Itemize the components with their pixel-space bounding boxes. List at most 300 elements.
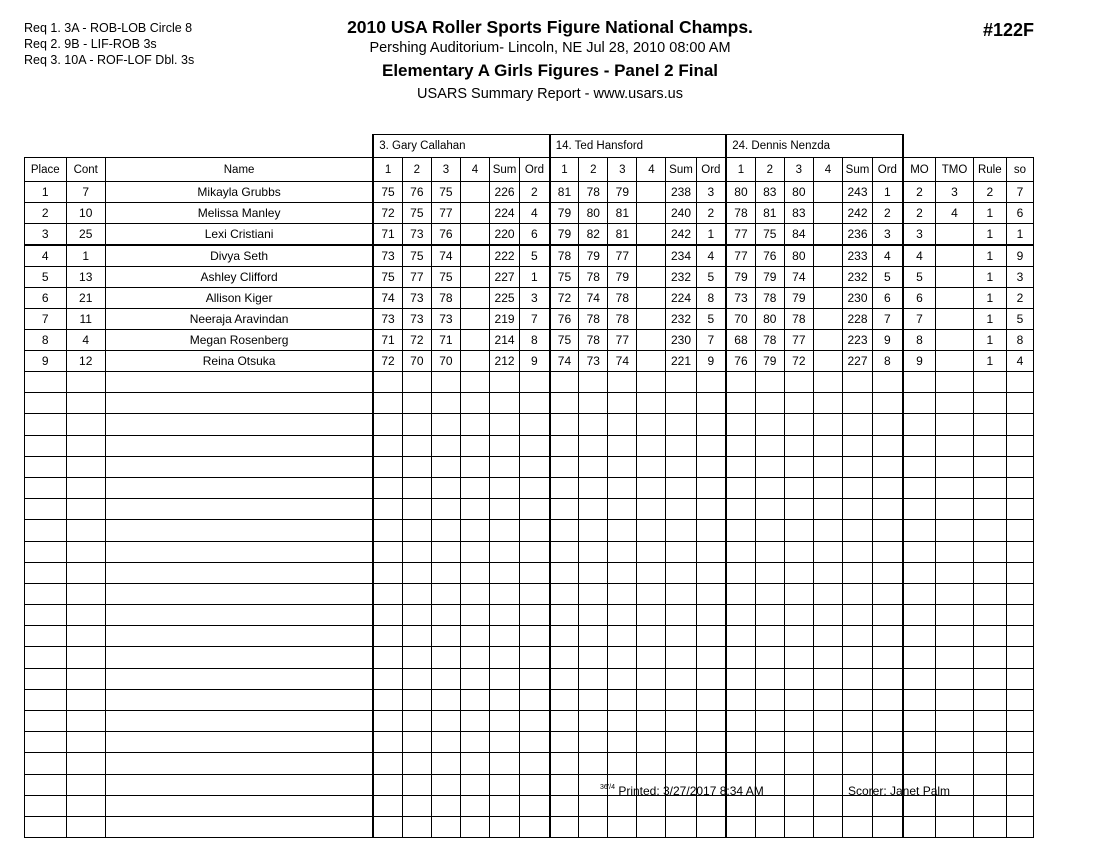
cell-mo: 6 bbox=[903, 288, 936, 309]
cell-mo: 3 bbox=[903, 224, 936, 246]
cell-mark-2-2: 78 bbox=[579, 330, 608, 351]
empty-cell bbox=[550, 816, 579, 837]
empty-cell bbox=[490, 689, 520, 710]
cell-tmo bbox=[936, 267, 973, 288]
header-mark-1-4: 4 bbox=[460, 158, 489, 182]
empty-cell bbox=[1006, 647, 1033, 668]
header-name: Name bbox=[105, 158, 373, 182]
cell-cont: 13 bbox=[66, 267, 105, 288]
empty-cell bbox=[755, 499, 784, 520]
cell-mark-3-1: 78 bbox=[726, 203, 755, 224]
cell-sum-2: 234 bbox=[666, 245, 696, 267]
empty-cell bbox=[696, 626, 726, 647]
cell-mark-2-3: 74 bbox=[608, 351, 637, 372]
empty-cell bbox=[936, 456, 973, 477]
cell-mark-3-4 bbox=[813, 288, 842, 309]
empty-cell bbox=[66, 689, 105, 710]
event-title: Elementary A Girls Figures - Panel 2 Final bbox=[381, 61, 718, 80]
empty-cell bbox=[490, 393, 520, 414]
empty-cell bbox=[520, 753, 550, 774]
empty-cell bbox=[520, 583, 550, 604]
empty-cell bbox=[520, 562, 550, 583]
cell-mark-2-2: 78 bbox=[579, 267, 608, 288]
empty-cell bbox=[873, 520, 903, 541]
cell-mark-3-1: 80 bbox=[726, 182, 755, 203]
empty-cell bbox=[696, 795, 726, 816]
cell-mark-1-2: 73 bbox=[402, 309, 431, 330]
empty-cell bbox=[726, 689, 755, 710]
empty-cell bbox=[373, 583, 402, 604]
cell-mark-3-1: 68 bbox=[726, 330, 755, 351]
cell-mo: 2 bbox=[903, 182, 936, 203]
empty-cell bbox=[696, 753, 726, 774]
empty-cell bbox=[66, 626, 105, 647]
empty-cell bbox=[550, 393, 579, 414]
empty-cell bbox=[460, 456, 489, 477]
empty-cell bbox=[25, 562, 67, 583]
empty-cell bbox=[813, 583, 842, 604]
empty-cell bbox=[637, 795, 666, 816]
empty-cell bbox=[1006, 668, 1033, 689]
empty-cell bbox=[755, 372, 784, 393]
empty-cell bbox=[696, 583, 726, 604]
empty-cell bbox=[842, 605, 872, 626]
cell-mark-2-1: 76 bbox=[550, 309, 579, 330]
empty-cell bbox=[402, 562, 431, 583]
table-row bbox=[25, 309, 1034, 330]
empty-cell bbox=[813, 562, 842, 583]
cell-ord-3: 8 bbox=[873, 351, 903, 372]
cell-name: Divya Seth bbox=[105, 245, 373, 267]
empty-cell bbox=[550, 626, 579, 647]
empty-cell bbox=[813, 647, 842, 668]
cell-mark-2-3: 81 bbox=[608, 203, 637, 224]
empty-cell bbox=[873, 605, 903, 626]
empty-cell bbox=[520, 541, 550, 562]
cell-tmo bbox=[936, 224, 973, 246]
cell-sum-2: 230 bbox=[666, 330, 696, 351]
empty-cell bbox=[755, 626, 784, 647]
empty-cell bbox=[550, 541, 579, 562]
cell-mark-2-1: 81 bbox=[550, 182, 579, 203]
empty-cell bbox=[520, 456, 550, 477]
header-mark-1-2: 2 bbox=[402, 158, 431, 182]
judge-banner-row bbox=[25, 135, 1034, 158]
cell-tmo bbox=[936, 309, 973, 330]
empty-cell bbox=[105, 711, 373, 732]
cell-sum-3: 223 bbox=[842, 330, 872, 351]
empty-cell bbox=[936, 626, 973, 647]
empty-cell bbox=[973, 647, 1006, 668]
empty-cell bbox=[490, 774, 520, 795]
judge-banner-spacer-right bbox=[903, 135, 1034, 158]
page-title: 2010 USA Roller Sports Figure National Champs. bbox=[347, 17, 753, 37]
cell-mark-3-3: 77 bbox=[784, 330, 813, 351]
cell-tmo bbox=[936, 245, 973, 267]
empty-cell bbox=[666, 499, 696, 520]
empty-cell bbox=[66, 499, 105, 520]
empty-cell bbox=[490, 562, 520, 583]
empty-cell bbox=[1006, 583, 1033, 604]
empty-cell bbox=[813, 477, 842, 498]
empty-cell bbox=[105, 435, 373, 456]
empty-cell bbox=[903, 753, 936, 774]
empty-cell bbox=[666, 541, 696, 562]
empty-cell bbox=[373, 647, 402, 668]
cell-mark-3-4 bbox=[813, 224, 842, 246]
judge-panel-2: 14. Ted Hansford bbox=[550, 135, 727, 158]
empty-cell bbox=[696, 435, 726, 456]
empty-cell bbox=[520, 711, 550, 732]
cell-mark-1-1: 72 bbox=[373, 351, 402, 372]
header-sum-2: Sum bbox=[666, 158, 696, 182]
empty-cell bbox=[66, 753, 105, 774]
empty-cell bbox=[936, 668, 973, 689]
empty-cell bbox=[105, 753, 373, 774]
empty-cell bbox=[973, 711, 1006, 732]
cell-mark-2-2: 79 bbox=[579, 245, 608, 267]
empty-cell bbox=[579, 414, 608, 435]
cell-sum-1: 226 bbox=[490, 182, 520, 203]
empty-cell bbox=[608, 477, 637, 498]
empty-cell bbox=[903, 435, 936, 456]
cell-mark-1-2: 70 bbox=[402, 351, 431, 372]
empty-cell bbox=[460, 605, 489, 626]
cell-rule: 1 bbox=[973, 330, 1006, 351]
empty-cell bbox=[873, 647, 903, 668]
empty-cell bbox=[25, 668, 67, 689]
cell-mark-1-3: 75 bbox=[431, 267, 460, 288]
empty-cell bbox=[755, 393, 784, 414]
table-empty-row bbox=[25, 414, 1034, 435]
empty-cell bbox=[666, 605, 696, 626]
cell-place: 4 bbox=[25, 245, 67, 267]
empty-cell bbox=[550, 732, 579, 753]
empty-cell bbox=[637, 477, 666, 498]
empty-cell bbox=[402, 689, 431, 710]
empty-cell bbox=[66, 605, 105, 626]
empty-cell bbox=[666, 520, 696, 541]
cell-ord-1: 3 bbox=[520, 288, 550, 309]
empty-cell bbox=[637, 816, 666, 837]
empty-cell bbox=[490, 816, 520, 837]
cell-mark-1-3: 73 bbox=[431, 309, 460, 330]
table-empty-row bbox=[25, 795, 1034, 816]
empty-cell bbox=[25, 605, 67, 626]
empty-cell bbox=[842, 626, 872, 647]
cell-sum-2: 238 bbox=[666, 182, 696, 203]
cell-sum-1: 220 bbox=[490, 224, 520, 246]
empty-cell bbox=[490, 456, 520, 477]
empty-cell bbox=[903, 668, 936, 689]
empty-cell bbox=[402, 456, 431, 477]
results-sheet bbox=[24, 134, 1034, 838]
empty-cell bbox=[873, 795, 903, 816]
cell-ord-3: 6 bbox=[873, 288, 903, 309]
empty-cell bbox=[25, 541, 67, 562]
empty-cell bbox=[973, 689, 1006, 710]
empty-cell bbox=[1006, 795, 1033, 816]
cell-mark-1-3: 71 bbox=[431, 330, 460, 351]
empty-cell bbox=[608, 456, 637, 477]
empty-cell bbox=[105, 499, 373, 520]
empty-cell bbox=[973, 795, 1006, 816]
empty-cell bbox=[402, 372, 431, 393]
cell-so: 6 bbox=[1006, 203, 1033, 224]
empty-cell bbox=[666, 689, 696, 710]
empty-cell bbox=[105, 372, 373, 393]
empty-cell bbox=[25, 626, 67, 647]
empty-cell bbox=[431, 605, 460, 626]
empty-cell bbox=[520, 816, 550, 837]
cell-place: 5 bbox=[25, 267, 67, 288]
empty-cell bbox=[608, 753, 637, 774]
cell-mo: 8 bbox=[903, 330, 936, 351]
empty-cell bbox=[520, 668, 550, 689]
empty-cell bbox=[490, 626, 520, 647]
cell-ord-2: 2 bbox=[696, 203, 726, 224]
empty-cell bbox=[579, 732, 608, 753]
header-ord-1: Ord bbox=[520, 158, 550, 182]
empty-cell bbox=[25, 520, 67, 541]
empty-cell bbox=[696, 668, 726, 689]
empty-cell bbox=[402, 520, 431, 541]
empty-cell bbox=[402, 816, 431, 837]
empty-cell bbox=[25, 372, 67, 393]
cell-sum-3: 230 bbox=[842, 288, 872, 309]
empty-cell bbox=[431, 477, 460, 498]
empty-cell bbox=[755, 456, 784, 477]
cell-ord-2: 3 bbox=[696, 182, 726, 203]
empty-cell bbox=[726, 372, 755, 393]
empty-cell bbox=[105, 393, 373, 414]
cell-mark-1-2: 75 bbox=[402, 245, 431, 267]
cell-mark-2-2: 78 bbox=[579, 309, 608, 330]
empty-cell bbox=[973, 626, 1006, 647]
empty-cell bbox=[813, 711, 842, 732]
empty-cell bbox=[579, 689, 608, 710]
empty-cell bbox=[813, 435, 842, 456]
cell-mark-3-2: 78 bbox=[755, 330, 784, 351]
cell-mark-1-1: 75 bbox=[373, 182, 402, 203]
cell-mark-2-4 bbox=[637, 224, 666, 246]
empty-cell bbox=[25, 711, 67, 732]
empty-cell bbox=[936, 732, 973, 753]
empty-cell bbox=[579, 816, 608, 837]
empty-cell bbox=[460, 795, 489, 816]
empty-cell bbox=[903, 689, 936, 710]
empty-cell bbox=[431, 711, 460, 732]
empty-cell bbox=[842, 562, 872, 583]
empty-cell bbox=[608, 562, 637, 583]
empty-cell bbox=[460, 541, 489, 562]
cell-cont: 25 bbox=[66, 224, 105, 246]
empty-cell bbox=[490, 753, 520, 774]
cell-name: Reina Otsuka bbox=[105, 351, 373, 372]
empty-cell bbox=[66, 562, 105, 583]
empty-cell bbox=[666, 816, 696, 837]
empty-cell bbox=[936, 562, 973, 583]
empty-cell bbox=[936, 520, 973, 541]
cell-place: 3 bbox=[25, 224, 67, 246]
cell-mark-2-3: 79 bbox=[608, 267, 637, 288]
cell-mark-2-1: 75 bbox=[550, 267, 579, 288]
header-mark-3-2: 2 bbox=[755, 158, 784, 182]
empty-cell bbox=[373, 414, 402, 435]
empty-cell bbox=[784, 647, 813, 668]
empty-cell bbox=[608, 499, 637, 520]
cell-mark-3-3: 83 bbox=[784, 203, 813, 224]
empty-cell bbox=[873, 711, 903, 732]
empty-cell bbox=[550, 520, 579, 541]
empty-cell bbox=[550, 456, 579, 477]
table-row bbox=[25, 203, 1034, 224]
empty-cell bbox=[460, 753, 489, 774]
empty-cell bbox=[460, 583, 489, 604]
cell-sum-2: 242 bbox=[666, 224, 696, 246]
header-tmo: TMO bbox=[936, 158, 973, 182]
cell-place: 9 bbox=[25, 351, 67, 372]
empty-cell bbox=[66, 456, 105, 477]
empty-cell bbox=[105, 456, 373, 477]
empty-cell bbox=[726, 583, 755, 604]
cell-mark-1-3: 78 bbox=[431, 288, 460, 309]
empty-cell bbox=[873, 372, 903, 393]
empty-cell bbox=[550, 711, 579, 732]
empty-cell bbox=[666, 711, 696, 732]
empty-cell bbox=[813, 626, 842, 647]
empty-cell bbox=[873, 499, 903, 520]
empty-cell bbox=[66, 477, 105, 498]
cell-tmo bbox=[936, 288, 973, 309]
empty-cell bbox=[936, 605, 973, 626]
empty-cell bbox=[373, 477, 402, 498]
empty-cell bbox=[696, 562, 726, 583]
empty-cell bbox=[873, 414, 903, 435]
empty-cell bbox=[490, 477, 520, 498]
cell-ord-2: 1 bbox=[696, 224, 726, 246]
empty-cell bbox=[784, 711, 813, 732]
empty-cell bbox=[520, 647, 550, 668]
empty-cell bbox=[696, 689, 726, 710]
cell-ord-2: 9 bbox=[696, 351, 726, 372]
table-row bbox=[25, 245, 1034, 267]
empty-cell bbox=[755, 477, 784, 498]
cell-mark-3-3: 74 bbox=[784, 267, 813, 288]
empty-cell bbox=[460, 562, 489, 583]
cell-mark-1-4 bbox=[460, 309, 489, 330]
printed-footer bbox=[600, 784, 764, 798]
empty-cell bbox=[105, 541, 373, 562]
empty-cell bbox=[1006, 414, 1033, 435]
header-mark-3-3: 3 bbox=[784, 158, 813, 182]
empty-cell bbox=[373, 816, 402, 837]
empty-cell bbox=[784, 816, 813, 837]
empty-cell bbox=[490, 414, 520, 435]
table-row bbox=[25, 267, 1034, 288]
empty-cell bbox=[726, 520, 755, 541]
empty-cell bbox=[755, 605, 784, 626]
empty-cell bbox=[579, 372, 608, 393]
empty-cell bbox=[520, 795, 550, 816]
cell-mark-1-2: 73 bbox=[402, 224, 431, 246]
cell-mark-3-4 bbox=[813, 267, 842, 288]
empty-cell bbox=[784, 753, 813, 774]
empty-cell bbox=[813, 414, 842, 435]
empty-cell bbox=[726, 647, 755, 668]
footer-code: 36'/4 bbox=[600, 784, 615, 791]
empty-cell bbox=[784, 795, 813, 816]
cell-mark-2-4 bbox=[637, 267, 666, 288]
cell-mo: 9 bbox=[903, 351, 936, 372]
empty-cell bbox=[755, 520, 784, 541]
empty-cell bbox=[373, 732, 402, 753]
empty-cell bbox=[784, 774, 813, 795]
empty-cell bbox=[784, 499, 813, 520]
empty-cell bbox=[66, 541, 105, 562]
empty-cell bbox=[25, 477, 67, 498]
empty-cell bbox=[460, 711, 489, 732]
empty-cell bbox=[696, 372, 726, 393]
empty-cell bbox=[490, 711, 520, 732]
empty-cell bbox=[431, 668, 460, 689]
event-code: #122F bbox=[982, 20, 1034, 40]
cell-mark-1-4 bbox=[460, 245, 489, 267]
cell-mark-1-2: 72 bbox=[402, 330, 431, 351]
cell-place: 6 bbox=[25, 288, 67, 309]
empty-cell bbox=[608, 393, 637, 414]
empty-cell bbox=[1006, 520, 1033, 541]
empty-cell bbox=[520, 626, 550, 647]
empty-cell bbox=[755, 647, 784, 668]
empty-cell bbox=[105, 732, 373, 753]
cell-ord-3: 2 bbox=[873, 203, 903, 224]
cell-place: 7 bbox=[25, 309, 67, 330]
empty-cell bbox=[66, 732, 105, 753]
header-so: so bbox=[1006, 158, 1033, 182]
empty-cell bbox=[842, 689, 872, 710]
empty-cell bbox=[105, 668, 373, 689]
empty-cell bbox=[842, 520, 872, 541]
empty-cell bbox=[755, 541, 784, 562]
empty-cell bbox=[431, 393, 460, 414]
empty-cell bbox=[973, 583, 1006, 604]
empty-cell bbox=[66, 393, 105, 414]
empty-cell bbox=[373, 605, 402, 626]
empty-cell bbox=[431, 499, 460, 520]
cell-ord-1: 1 bbox=[520, 267, 550, 288]
cell-mark-3-4 bbox=[813, 351, 842, 372]
cell-cont: 12 bbox=[66, 351, 105, 372]
empty-cell bbox=[520, 435, 550, 456]
cell-so: 1 bbox=[1006, 224, 1033, 246]
empty-cell bbox=[903, 583, 936, 604]
empty-cell bbox=[784, 414, 813, 435]
empty-cell bbox=[105, 816, 373, 837]
empty-cell bbox=[842, 435, 872, 456]
requirement-line-2: Req 2. 9B - LIF-ROB 3s bbox=[24, 37, 157, 51]
empty-cell bbox=[431, 435, 460, 456]
title-block bbox=[0, 16, 1100, 104]
cell-mark-2-3: 79 bbox=[608, 182, 637, 203]
empty-cell bbox=[784, 372, 813, 393]
cell-so: 4 bbox=[1006, 351, 1033, 372]
empty-cell bbox=[1006, 626, 1033, 647]
empty-cell bbox=[873, 393, 903, 414]
empty-cell bbox=[25, 774, 67, 795]
empty-cell bbox=[936, 583, 973, 604]
empty-cell bbox=[373, 520, 402, 541]
